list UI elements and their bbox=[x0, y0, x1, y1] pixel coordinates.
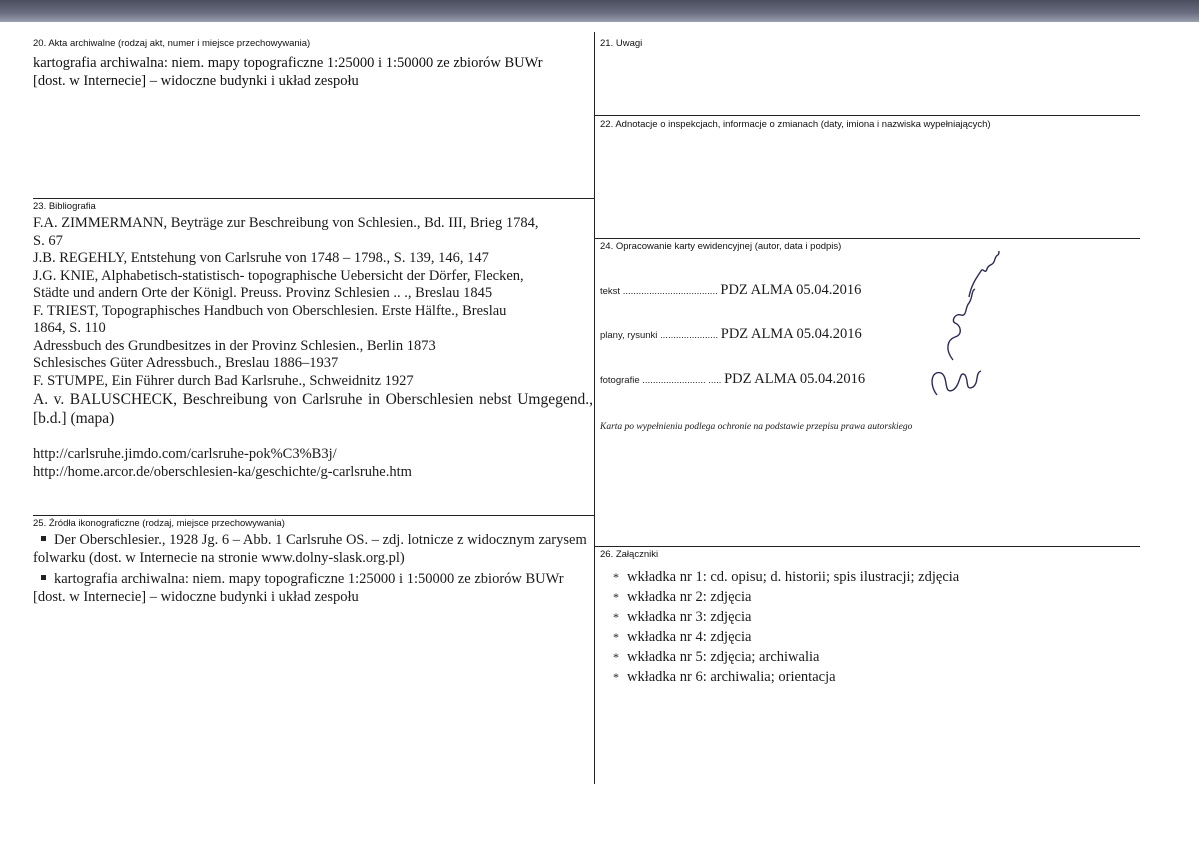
author-row-value: PDZ ALMA 05.04.2016 bbox=[720, 326, 862, 342]
section-26-label: 26. Załączniki bbox=[600, 549, 659, 560]
attachment-item-text: wkładka nr 5: zdjęcia; archiwalia bbox=[627, 649, 820, 665]
bibliography-line: F.A. ZIMMERMANN, Beyträge zur Beschreibung von Schlesien., Bd. III, Brieg 1784, bbox=[33, 215, 539, 231]
bibliography-line-baluscheck: A. v. BALUSCHECK, Beschreibung von Carlsruhe in Oberschlesien nebst Umgegend., [b.d.] (mapa) bbox=[33, 391, 593, 427]
section-21-label: 21. Uwagi bbox=[600, 38, 643, 49]
asterisk-icon: * bbox=[613, 670, 619, 684]
author-row-dots: ........................ ..... bbox=[639, 375, 725, 386]
author-row-key: plany, rysunki bbox=[600, 330, 658, 341]
attachment-item bbox=[613, 587, 959, 607]
asterisk-icon: * bbox=[613, 650, 619, 664]
section-20-body bbox=[33, 55, 593, 90]
bibliography-line: F. TRIEST, Topographisches Handbuch von Oberschlesien. Erste Hälfte., Breslau bbox=[33, 302, 507, 319]
bibliography-list bbox=[33, 215, 593, 481]
asterisk-icon: * bbox=[613, 610, 619, 624]
attachment-item-text: wkładka nr 2: zdjęcia bbox=[627, 589, 752, 605]
section-20-line: [dost. w Internecie] – widoczne budynki i układ zespołu bbox=[33, 72, 359, 89]
bullet-square-icon bbox=[41, 536, 46, 541]
bullet-square-icon bbox=[41, 575, 46, 580]
author-row-value: PDZ ALMA 05.04.2016 bbox=[724, 371, 866, 387]
divider-22-24 bbox=[595, 238, 1140, 239]
bibliography-url[interactable]: http://carlsruhe.jimdo.com/carlsruhe-pok%C3%B3j/ bbox=[33, 446, 337, 462]
attachment-item-text: wkładka nr 4: zdjęcia bbox=[627, 629, 752, 645]
asterisk-icon: * bbox=[613, 630, 619, 644]
author-row-dots: .................................... bbox=[620, 286, 721, 297]
attachment-item bbox=[613, 647, 959, 667]
attachment-item-text: wkładka nr 1: cd. opisu; d. historii; spis ilustracji; zdjęcia bbox=[627, 569, 960, 585]
asterisk-icon: * bbox=[613, 590, 619, 604]
bibliography-url[interactable]: http://home.arcor.de/oberschlesien-ka/geschichte/g-carlsruhe.htm bbox=[33, 463, 412, 480]
author-row-value: PDZ ALMA 05.04.2016 bbox=[720, 282, 862, 298]
bibliography-line: F. STUMPE, Ein Führer durch Bad Karlsruhe., Schweidnitz 1927 bbox=[33, 372, 414, 389]
author-row-plans bbox=[600, 326, 862, 343]
iconography-item bbox=[33, 571, 593, 606]
iconography-list bbox=[33, 532, 593, 610]
section-22-label: 22. Adnotacje o inspekcjach, informacje o zmianach (daty, imiona i nazwiska wypełniających) bbox=[600, 119, 991, 130]
section-20-label: 20. Akta archiwalne (rodzaj akt, numer i miejsce przechowywania) bbox=[33, 38, 311, 49]
author-row-dots: ...................... bbox=[657, 330, 721, 341]
bibliography-line: Adressbuch des Grundbesitzes in der Provinz Schlesien., Berlin 1873 bbox=[33, 337, 436, 354]
bibliography-line: J.G. KNIE, Alphabetisch-statistisch- topographische Uebersicht der Dörfer, Flecken, bbox=[33, 267, 524, 284]
iconography-item-text: Der Oberschlesier., 1928 Jg. 6 – Abb. 1 Carlsruhe OS. – zdj. lotnicze z widocznym zarysem folwarku (dost. w Internecie na stronie www.dolny-slask.org.pl) bbox=[33, 532, 587, 566]
bibliography-line: S. 67 bbox=[33, 232, 63, 249]
author-row-key: fotografie bbox=[600, 375, 640, 386]
handwritten-signature bbox=[925, 245, 1005, 405]
divider-21-22 bbox=[595, 115, 1140, 116]
divider-24-26 bbox=[595, 546, 1140, 547]
bibliography-line: Städte und andern Orte der Königl. Preuss. Provinz Schlesien .. ., Breslau 1845 bbox=[33, 285, 493, 301]
attachment-item-text: wkładka nr 6: archiwalia; orientacja bbox=[627, 669, 836, 685]
author-row-key: tekst bbox=[600, 286, 621, 297]
bibliography-line: J.B. REGEHLY, Entstehung von Carlsruhe von 1748 – 1798., S. 139, 146, 147 bbox=[33, 250, 489, 266]
bibliography-line: 1864, S. 110 bbox=[33, 320, 106, 336]
attachment-item bbox=[613, 567, 959, 587]
author-row-text bbox=[600, 282, 861, 299]
section-24-label: 24. Opracowanie karty ewidencyjnej (autor, data i podpis) bbox=[600, 241, 842, 252]
scan-top-edge bbox=[0, 0, 1199, 22]
attachment-item bbox=[613, 607, 959, 627]
attachments-list bbox=[613, 567, 959, 687]
asterisk-icon: * bbox=[613, 570, 619, 584]
section-20-line: kartografia archiwalna: niem. mapy topograficzne 1:25000 i 1:50000 ze zbiorów BUWr bbox=[33, 55, 543, 71]
attachment-item-text: wkładka nr 3: zdjęcia bbox=[627, 609, 752, 625]
vertical-divider bbox=[594, 32, 595, 784]
iconography-item bbox=[33, 532, 593, 567]
section-23-label: 23. Bibliografia bbox=[33, 201, 96, 212]
section-25-label: 25. Źródła ikonograficzne (rodzaj, miejsce przechowywania) bbox=[33, 518, 285, 529]
copyright-note: Karta po wypełnieniu podlega ochronie na podstawie przepisu prawa autorskiego bbox=[600, 422, 913, 432]
iconography-item-text: kartografia archiwalna: niem. mapy topograficzne 1:25000 i 1:50000 ze zbiorów BUWr [dost. w Internecie] – widoczne budynki i układ zespołu bbox=[33, 571, 564, 605]
divider-20-23 bbox=[33, 198, 594, 199]
attachment-item bbox=[613, 667, 959, 687]
bibliography-line: Schlesisches Güter Adressbuch., Breslau 1886–1937 bbox=[33, 355, 339, 371]
divider-23-25 bbox=[33, 515, 594, 516]
attachment-item bbox=[613, 627, 959, 647]
author-row-photos bbox=[600, 371, 865, 388]
